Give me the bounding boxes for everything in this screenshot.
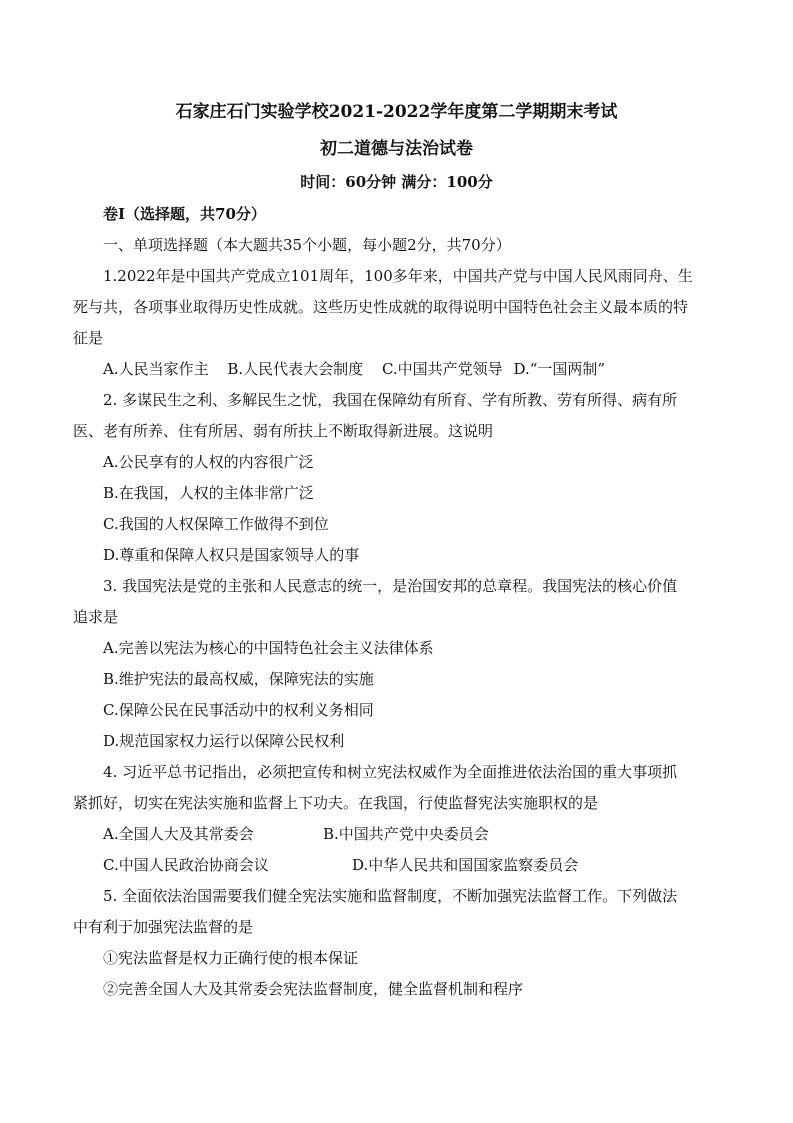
question-1-option-b: B.人民代表大会制度 (227, 360, 364, 378)
question-1-option-c: C.中国共产党领导 (381, 360, 503, 378)
question-2-option-a: A.公民享有的人权的内容很广泛 (103, 453, 314, 471)
question-3-option-a: A.完善以宪法为核心的中国特色社会主义法律体系 (103, 639, 434, 657)
question-5-item-2: ②完善全国人大及其常委会宪法监督制度，健全监督机制和程序 (103, 980, 524, 998)
question-1-line-1: 1.2022年是中国共产党成立101周年，100多年来，中国共产党与中国人民风雨同舟、生 (103, 267, 693, 285)
question-3-line-2: 追求是 (73, 608, 119, 626)
question-4-option-c: C.中国人民政治协商会议 (103, 856, 269, 874)
question-1-line-3: 征是 (73, 329, 104, 347)
question-4-option-d: D.中华人民共和国国家监察委员会 (352, 856, 579, 874)
question-2-option-d: D.尊重和保障人权只是国家领导人的事 (103, 546, 360, 564)
question-1-options (103, 358, 605, 379)
question-5-line-2: 中有利于加强宪法监督的是 (73, 918, 254, 936)
question-3-line-1: 3. 我国宪法是党的主张和人民意志的统一，是治国安邦的总章程。我国宪法的核心价值 (103, 577, 678, 595)
question-1-option-d: D.“一国两制” (513, 360, 606, 378)
question-2-option-c: C.我国的人权保障工作做得不到位 (103, 515, 329, 533)
exam-title: 石家庄石门实验学校2021-2022学年度第二学期期末考试 (175, 102, 618, 122)
question-5-item-1: ①宪法监督是权力正确行使的根本保证 (103, 949, 359, 967)
question-2-line-1: 2. 多谋民生之利、多解民生之忧，我国在保障幼有所育、学有所教、劳有所得、病有所 (103, 391, 678, 409)
question-3-option-c: C.保障公民在民事活动中的权利义务相同 (103, 701, 374, 719)
question-4-option-b: B.中国共产党中央委员会 (323, 825, 489, 843)
question-3-option-d: D.规范国家权力运行以保障公民权利 (103, 732, 345, 750)
question-5-line-1: 5. 全面依法治国需要我们健全宪法实施和监督制度，不断加强宪法监督工作。下列做法 (103, 887, 678, 905)
exam-subtitle: 初二道德与法治试卷 (320, 139, 473, 159)
time-info: 时间：60分钟 满分：100分 (300, 173, 493, 191)
question-3-option-b: B.维护宪法的最高权威，保障宪法的实施 (103, 670, 374, 688)
question-2-option-b: B.在我国，人权的主体非常广泛 (103, 484, 314, 502)
question-4-line-2: 紧抓好，切实在宪法实施和监督上下功夫。在我国，行使监督宪法实施职权的是 (73, 794, 599, 812)
question-1-option-a: A.人民当家作主 (103, 360, 209, 378)
question-1-line-2: 死与共，各项事业取得历史性成就。这些历史性成就的取得说明中国特色社会主义最本质的特 (73, 298, 689, 316)
part-heading: 一、单项选择题（本大题共35个小题，每小题2分，共70分） (103, 236, 511, 254)
question-4-line-1: 4. 习近平总书记指出，必须把宣传和树立宪法权威作为全面推进依法治国的重大事项抓 (103, 763, 678, 781)
question-2-line-2: 医、老有所养、住有所居、弱有所扶上不断取得新进展。这说明 (73, 422, 494, 440)
question-4-option-a: A.全国人大及其常委会 (103, 825, 254, 843)
volume-heading: 卷I（选择题，共70分） (103, 205, 266, 223)
